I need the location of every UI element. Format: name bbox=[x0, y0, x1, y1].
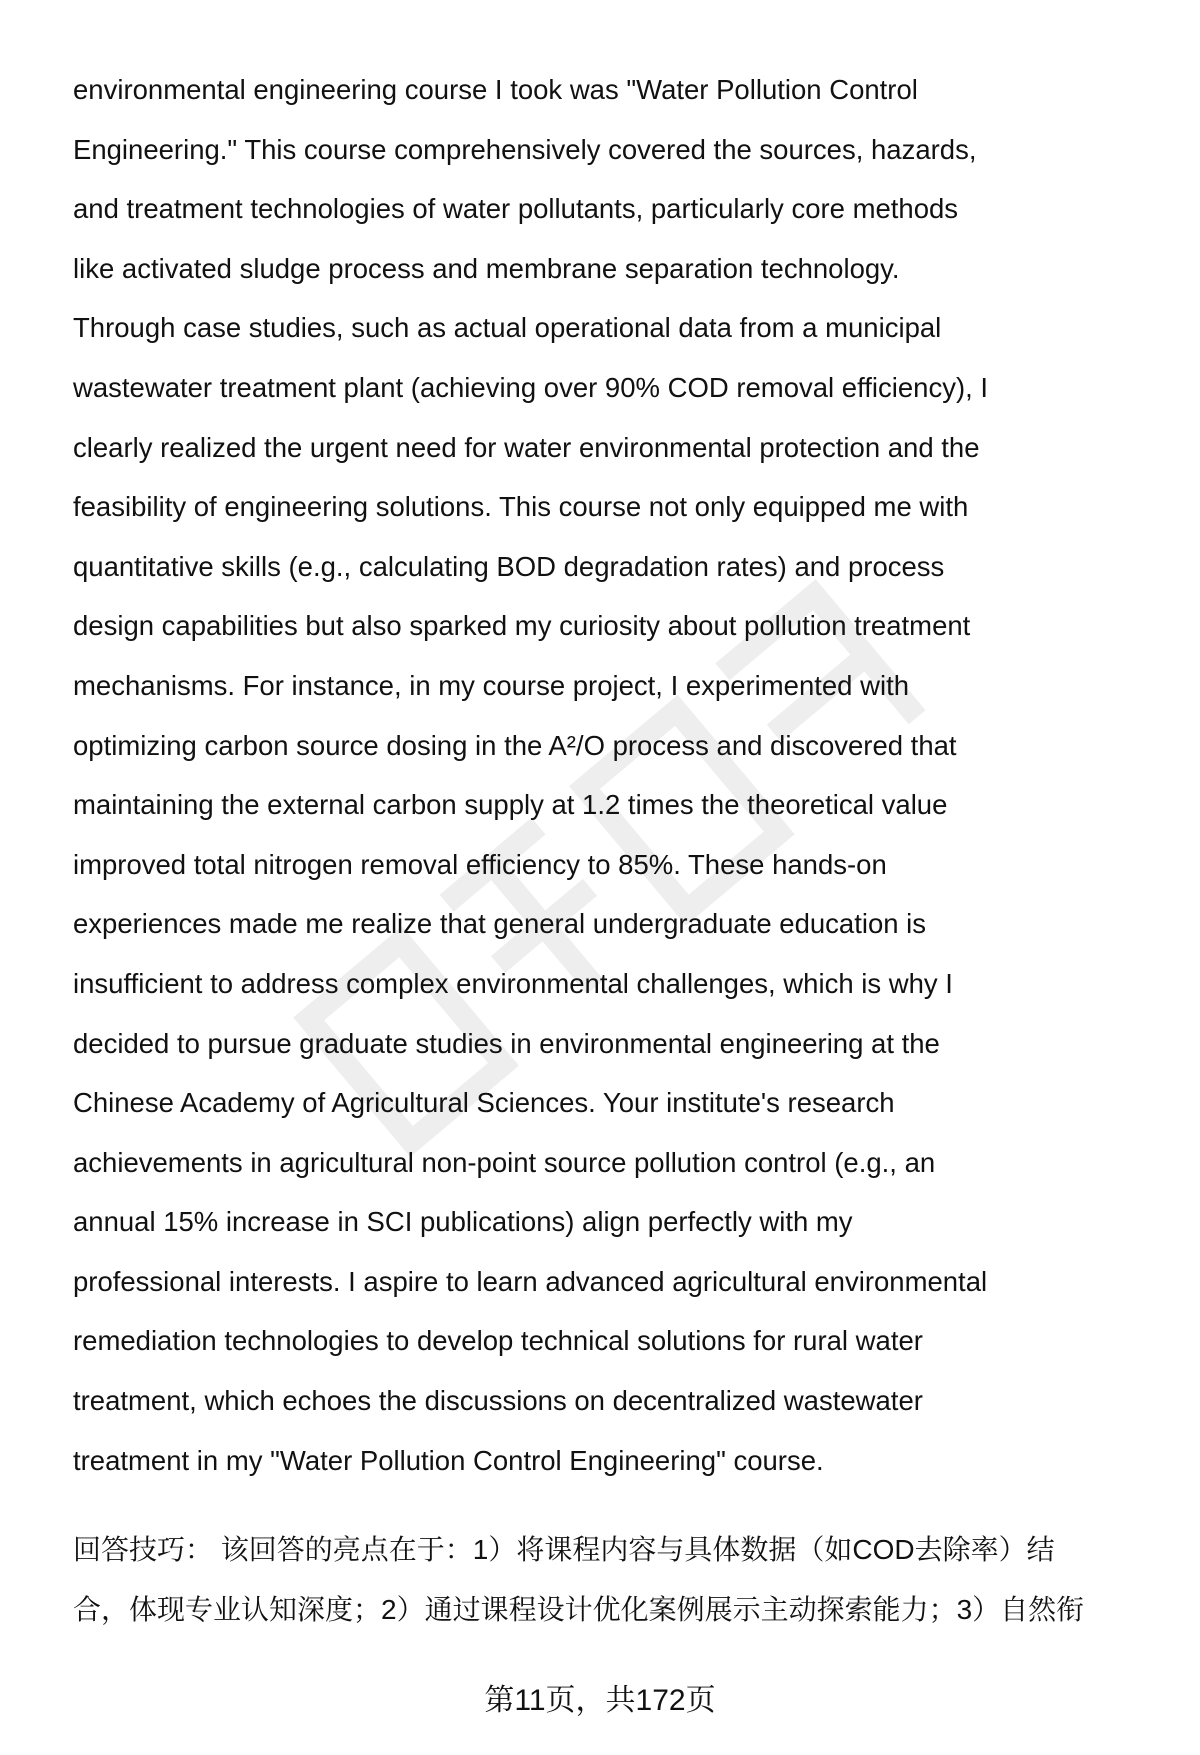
text-line: decided to pursue graduate studies in environmental engineering at the bbox=[73, 1027, 940, 1059]
text-line: clearly realized the urgent need for water environmental protection and the bbox=[73, 431, 980, 463]
text-line: experiences made me realize that general undergraduate education is bbox=[73, 908, 927, 940]
text-line: achievements in agricultural non-point source pollution control (e.g., an bbox=[73, 1146, 936, 1178]
answer-tips bbox=[73, 1528, 1084, 1648]
text-line: environmental engineering course I took was "Water Pollution Control bbox=[73, 74, 918, 105]
text-line: wastewater treatment plant (achieving over 90% COD removal efficiency), I bbox=[73, 371, 989, 403]
text-line: design capabilities but also sparked my curiosity about pollution treatment bbox=[73, 610, 971, 642]
text-line: and treatment technologies of water pollutants, particularly core methods bbox=[73, 193, 959, 225]
text-line: mechanisms. For instance, in my course project, I experimented with bbox=[73, 669, 910, 701]
text-line: improved total nitrogen removal efficiency to 85%. These hands-on bbox=[73, 848, 887, 880]
text-line: Through case studies, such as actual operational data from a municipal bbox=[73, 312, 942, 344]
text-line: 合，体现专业认知深度；2）通过课程设计优化案例展示主动探索能力；3）自然衔 bbox=[73, 1594, 1085, 1625]
text-line: optimizing carbon source dosing in the A²/O process and discovered that bbox=[73, 729, 957, 761]
text-line: feasibility of engineering solutions. This course not only equipped me with bbox=[73, 491, 969, 523]
text-line: treatment in my "Water Pollution Control Engineering" course. bbox=[73, 1444, 824, 1476]
text-line: annual 15% increase in SCI publications) align perfectly with my bbox=[73, 1206, 853, 1238]
text-line: Chinese Academy of Agricultural Sciences. Your institute's research bbox=[73, 1087, 895, 1119]
text-line: 回答技巧： 该回答的亮点在于：1）将课程内容与具体数据（如COD去除率）结 bbox=[73, 1534, 1055, 1565]
text-line: quantitative skills (e.g., calculating BOD degradation rates) and process bbox=[73, 550, 945, 582]
body-paragraph bbox=[73, 68, 988, 1498]
text-line: treatment, which echoes the discussions on decentralized wastewater bbox=[73, 1385, 923, 1417]
text-line: remediation technologies to develop technical solutions for rural water bbox=[73, 1325, 923, 1357]
text-line: maintaining the external carbon supply at 1.2 times the theoretical value bbox=[73, 789, 948, 821]
text-line: Engineering." This course comprehensively covered the sources, hazards, bbox=[73, 133, 977, 165]
text-line: like activated sludge process and membrane separation technology. bbox=[73, 252, 900, 284]
text-line: professional interests. I aspire to learn advanced agricultural environmental bbox=[73, 1265, 988, 1297]
page-indicator: 第11页，共172页 bbox=[484, 1684, 716, 1717]
text-line: insufficient to address complex environmental challenges, which is why I bbox=[73, 967, 953, 999]
